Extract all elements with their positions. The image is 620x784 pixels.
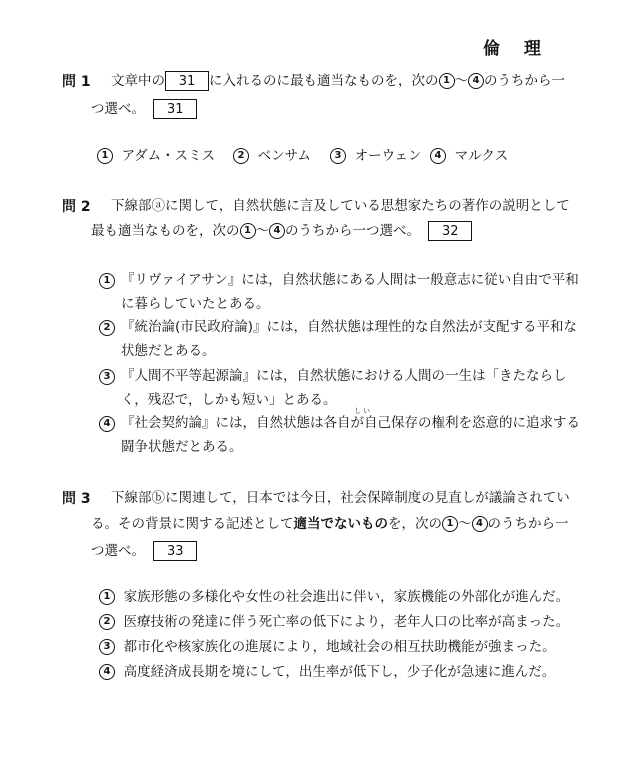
q1-text-a: 文章中の [111, 73, 165, 89]
answer-box-32: 32 [428, 221, 472, 241]
choice-1-marker: 1 [439, 73, 455, 89]
q3-text-b: を，次の [388, 516, 442, 532]
q3-option-4 [99, 662, 555, 682]
choice-1-marker: 1 [442, 516, 458, 532]
option-number: 1 [97, 148, 113, 164]
q1-option-4 [430, 146, 508, 166]
q3-emphasis: 適当でないもの [293, 516, 388, 532]
question-3-line-3 [91, 541, 197, 561]
q2-text-b: のうちから一つ選べ。 [285, 223, 420, 239]
q2-option-2-number: 2 [99, 320, 115, 336]
q2-option-2-line-1: 『統治論(市民政府論)』には，自然状態は理性的な自然法が支配する平和な [121, 319, 578, 335]
question-2-line-1: 下線部ⓐに関して，自然状態に言及している思想家たちの著作の説明として [111, 198, 570, 214]
option-number: 4 [99, 664, 115, 680]
option-text: マルクス [454, 148, 509, 164]
blank-box-31: 31 [165, 71, 209, 91]
answer-box-33: 33 [153, 541, 197, 561]
option-text: 都市化や核家族化の進展により，地域社会の相互扶助機能が強まった。 [123, 639, 556, 655]
q2-option-3-line-1: 『人間不平等起源論』には，自然状態における人間の一生は「きたならし [121, 368, 567, 384]
tilde: 〜 [255, 223, 269, 239]
q1-line-2: つ選べ。 [91, 101, 145, 117]
q1-option-2 [233, 146, 311, 166]
choice-4-marker: 4 [472, 516, 488, 532]
q2-option-1-line-2: に暮らしていたとある。 [121, 296, 270, 312]
option-text: 高度経済成長期を境にして，出生率が低下し，少子化が急速に進んだ。 [123, 664, 556, 680]
q2-text-a: 最も適当なものを，次の [91, 223, 240, 239]
option-number: 4 [430, 148, 446, 164]
question-1-line-2 [91, 99, 197, 119]
option-number: 2 [99, 614, 115, 630]
question-1-line-1 [111, 71, 565, 91]
q3-line-3: つ選べ。 [91, 543, 145, 559]
option-number: 2 [233, 148, 249, 164]
q3-option-1 [99, 587, 569, 607]
question-3-line-2 [91, 514, 569, 534]
choice-4-marker: 4 [468, 73, 484, 89]
q2-option-1-number: 1 [99, 273, 115, 289]
q2-option-3-number: 3 [99, 369, 115, 385]
q2-option-3-line-2: く，残忍で，しかも短い」とある。 [121, 392, 337, 408]
q2-option-2-line-2: 状態だとある。 [121, 343, 216, 359]
q1-text-b: に入れるのに最も適当なものを，次の [209, 73, 439, 89]
q1-option-3 [330, 146, 422, 166]
question-3-line-1: 下線部ⓑに関連して，日本では今日，社会保障制度の見直しが議論されてい [111, 490, 570, 506]
option-text: 医療技術の発達に伴う死亡率の低下により，老年人口の比率が高まった。 [123, 614, 570, 630]
tilde: 〜 [458, 516, 472, 532]
question-2-label: 問 2 [62, 199, 91, 215]
q2-option-4-number: 4 [99, 416, 115, 432]
option-number: 1 [99, 589, 115, 605]
q2-option-4-line-1: 『社会契約論』には，自然状態は各自が自己保存の権利を恣意的に追求する [121, 415, 580, 431]
ruby-annotation: しい [354, 407, 372, 415]
option-text: オーウェン [354, 148, 422, 164]
q3-option-3 [99, 637, 556, 657]
subject-title: 倫 理 [483, 39, 550, 59]
option-text: 家族形態の多様化や女性の社会進出に伴い，家族機能の外部化が進んだ。 [123, 589, 570, 605]
q3-text-a: る。その背景に関する記述として [91, 516, 294, 532]
choice-1-marker: 1 [240, 223, 256, 239]
q2-option-4-line-2: 闘争状態だとある。 [121, 439, 243, 455]
tilde: 〜 [454, 73, 468, 89]
option-text: ベンサム [257, 148, 311, 164]
question-3-label: 問 3 [62, 491, 91, 507]
option-text: アダム・スミス [121, 148, 216, 164]
q1-text-c: のうちから一 [484, 73, 565, 89]
q1-option-1 [97, 146, 215, 166]
option-number: 3 [99, 639, 115, 655]
q3-option-2 [99, 612, 569, 632]
choice-4-marker: 4 [269, 223, 285, 239]
question-1-label: 問 1 [62, 74, 91, 90]
question-2-line-2 [91, 221, 472, 241]
option-number: 3 [330, 148, 346, 164]
q3-text-c: のうちから一 [487, 516, 569, 532]
answer-box-31: 31 [153, 99, 197, 119]
q2-option-1-line-1: 『リヴァイアサン』には，自然状態にある人間は一般意志に従い自由で平和 [121, 272, 579, 288]
